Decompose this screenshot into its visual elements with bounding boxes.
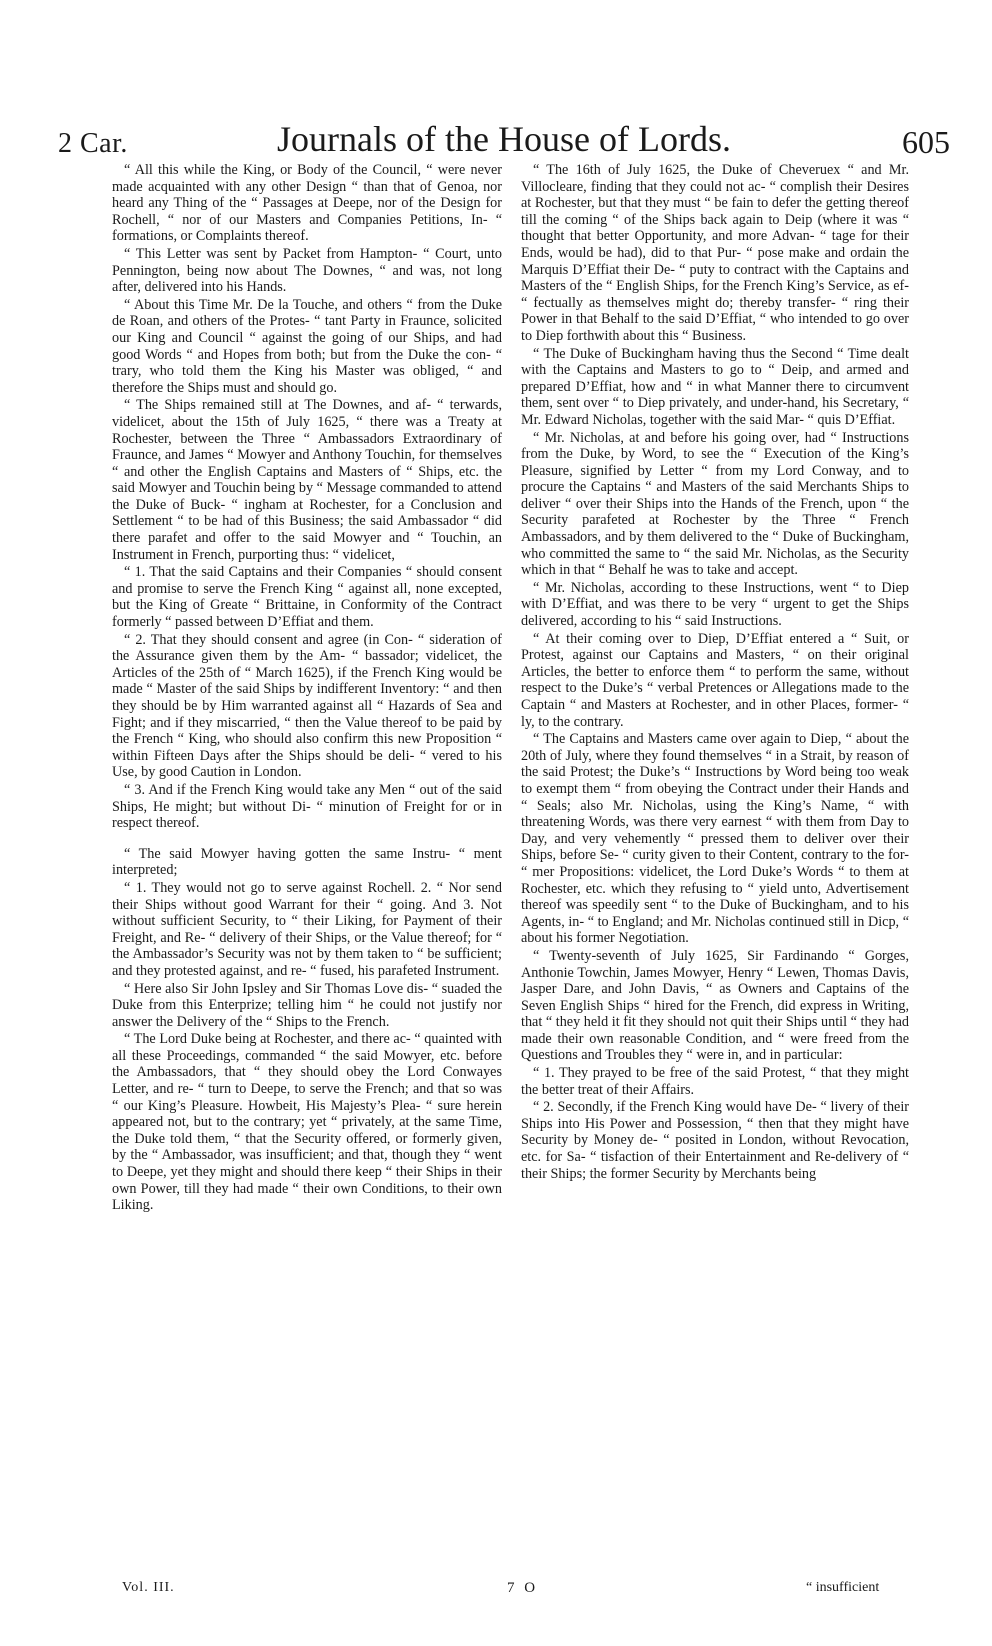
paragraph: “ The said Mowyer having gotten the same Instru- “ ment interpreted; — [112, 845, 502, 879]
paragraph: “ 1. That the said Captains and their Companies “ should consent and promise to serve the French King “ against all, none excepted, but the King of Greate “ Brittaine, in Conformity of the Contract formerly “ passed between D’Effiat and them. — [112, 564, 502, 631]
signature-mark: 7 O — [507, 1580, 539, 1596]
paragraph: “ This Letter was sent by Packet from Hampton- “ Court, unto Pennington, being now about The Downes, “ and was, not long after, delivered into his Hands. — [112, 245, 502, 296]
paragraph: “ Here also Sir John Ipsley and Sir Thomas Love dis- “ suaded the Duke from this Enterprize; telling him “ he could not justify nor answer the Delivery of the “ Ships to the French. — [112, 980, 502, 1030]
paragraph: “ 2. That they should consent and agree (in Con- “ sideration of the Assurance given them by the Am- “ bassador; videlicet, the Articles of the 25th of “ March 1625), if the French King would be made “ Master of the said Ships by indifferent Inventory: “ and then they should be by Him warranted against all “ Hazards of Sea and Fight; and if they miscarried, “ then the Value thereof to be paid by the French “ King, who should also confirm this new Proposition “ within Fifteen Days after the Ships should be deli- “ vered to his Use, by good Caution in London. — [112, 631, 502, 781]
catchword: “ insufficient — [806, 1580, 880, 1595]
right-column — [521, 162, 909, 1572]
paragraph: “ Twenty-seventh of July 1625, Sir Fardinando “ Gorges, Anthonie Towchin, James Mowyer, Henry “ Lewen, Thomas Davis, Jasper Dare, and John Davis, “ as Owners and Captains of the Seven English Ships “ hired for the French, did express in Writing, that “ they held it fit they should not quit their Ships until “ they had made their own reasonable Condition, and “ were freed from the Questions and Troubles they “ were in, and in particular: — [521, 947, 909, 1064]
running-title: Journals of the House of Lords. — [277, 119, 731, 159]
regnal-year: 2 Car. — [58, 128, 128, 159]
left-column — [112, 162, 502, 1572]
page-number: 605 — [902, 124, 950, 160]
paragraph: “ Mr. Nicholas, according to these Instructions, went “ to Diep with D’Effiat, and was there to be very “ urgent to get the Ships delivered, according to his “ said Instructions. — [521, 579, 909, 630]
paragraph: “ At their coming over to Diep, D’Effiat entered a “ Suit, or Protest, against our Captains and Masters, “ on their original Articles, the better to enforce them “ to perform the same, without respect to the Duke’s “ verbal Pretences or Allegations made to the Captain “ and Masters at Rochester, and in other Places, former- “ ly, to the contrary. — [521, 630, 909, 730]
paragraph: “ The Duke of Buckingham having thus the Second “ Time dealt with the Captains and Masters to go to “ Deip, and armed and prepared D’Effiat, how and “ in what Manner there to circumvent them, sent over “ to Diep privately, and under-hand, his Secretary, “ Mr. Edward Nicholas, together with the said Mar- “ quis D’Effiat. — [521, 345, 909, 428]
paragraph: “ Mr. Nicholas, at and before his going over, had “ Instructions from the Duke, by Word, to see the “ Execution of the King’s Pleasure, signified by Letter “ from my Lord Conway, and to procure the Captains “ and Masters of the said Merchants Ships to deliver “ over their Ships into the Hands of the French, upon “ the Security parafeted at Rochester by the Three “ French Ambassadors, and by them delivered to the “ Duke of Buckingham, who committed the same to “ the said Mr. Nicholas, as the Security which in that “ Behalf he was to take and accept. — [521, 429, 909, 579]
paragraph: “ About this Time Mr. De la Touche, and others “ from the Duke de Roan, and others of the Protes- “ tant Party in Fraunce, solicited our King and Council “ against the going of our Ships, and had good Words “ and Hopes from both; but from the Duke the con- “ trary, who told them the King his Master was obliged, “ and therefore the Ships must and should go. — [112, 296, 502, 396]
paragraph: “ The Captains and Masters came over again to Diep, “ about the 20th of July, where they found themselves “ in a Strait, by reason of the said Protest; the Duke’s “ Instructions by Word being too weak to exempt them “ from obeying the Contract under their Hands and “ Seals; also Mr. Nicholas, using the King’s Name, “ with threatening Words, was there very earnest “ with them from Day to Day, and very vehemently “ pressed them to deliver over their Ships, before Se- “ curity given to their Content, contrary to the for- “ mer Propositions: videlicet, the Lord Duke’s Words “ to them at Rochester, etc. which they refusing to “ yield unto, Advertisement thereof was speedily sent “ to the Duke of Buckingham, and to his Agents, in- “ to England; and Mr. Nicholas continued still in Dicp, “ about his former Negotiation. — [521, 731, 909, 947]
paragraph: “ The Ships remained still at The Downes, and af- “ terwards, videlicet, about the 15th of July 1625, “ there was a Treaty at Rochester, between the Three “ Ambassadors Extraordinary of Fraunce, and James “ Mowyer and Anthony Touchin, for themselves “ and other the English Captains and Masters of “ Ships, etc. the said Mowyer and Touchin being by “ Message commanded to attend the Duke of Buck- “ ingham at Rochester, for a Conclusion and Settlement “ to be had of this Business; the said Ambassador “ did there parafet and offer to the said Mowyer and “ Touchin, an Instrument in French, purporting thus: “ videlicet, — [112, 397, 502, 563]
paragraph: “ All this while the King, or Body of the Council, “ were never made acquainted with any other Design “ than that of Genoa, nor heard any Thing of the “ Passages at Deepe, nor of the Design for Rochell, “ nor of our Masters and Companies Petitions, In- “ formations, or Complaints thereof. — [112, 162, 502, 245]
paragraph: “ 1. They would not go to serve against Rochell. 2. “ Nor send their Ships without good Warrant for their “ going. And 3. Not without sufficient Security, to “ their Liking, for Payment of their Freight, and Re- “ delivery of their Ships, or the Value thereof; for “ the Ambassador’s Security was not by them taken to “ be sufficient; and they protested against, and re- “ fused, his parafeted Instrument. — [112, 879, 502, 979]
paragraph: “ 3. And if the French King would take any Men “ out of the said Ships, He might; but without Di- “ minution of Freight for or in respect thereof. — [112, 781, 502, 832]
paragraph: “ 2. Secondly, if the French King would have De- “ livery of their Ships into His Power and Possession, “ then that they might have Security by Money de- “ posited in London, without Revocation, etc. for Sa- “ tisfaction of their Entertainment and Re-delivery of “ their Ships; the former Security by Merchants being — [521, 1099, 909, 1182]
paragraph: “ The Lord Duke being at Rochester, and there ac- “ quainted with all these Proceedings, commanded “ the said Mowyer, etc. before the Ambassadors, that “ they should obey the Lord Conwayes Letter, and re- “ turn to Deepe, to serve the French; and that so was “ our King’s Pleasure. Howbeit, His Majesty’s Plea- “ sure herein appeared not, but to the contrary; yet “ privately, at the same Time, the Duke told them, “ that the Security offered, or formerly given, by the “ Ambassador, was insufficient; and that, though they “ went to Deepe, yet they might and should there keep “ their Ships in their own Power, till they had made “ their own Conditions, to their own Liking. — [112, 1031, 502, 1214]
page-header — [58, 112, 950, 162]
paragraph: “ 1. They prayed to be free of the said Protest, “ that they might the better treat of their Affairs. — [521, 1065, 909, 1098]
paragraph: “ The 16th of July 1625, the Duke of Cheveruex “ and Mr. Villocleare, finding that they could not ac- “ complish their Desires at Rochester, but that they must “ be fain to defer the getting thereof till the coming “ of the Ships back again to Deip (where it was “ thought that better Opportunity, and more Advan- “ tage for their Ends, would be had), did to that Pur- “ pose make and ordain the Marquis D’Effiat their De- “ puty to contract with the Captains and Masters of the “ English Ships, for the French King’s Service, as ef- “ fectually as themselves might do; thereby transfer- “ ring their Power in that Behalf to the said D’Effiat, “ who intended to go over to Diep forthwith about this “ Business. — [521, 162, 909, 344]
volume-label: Vol. III. — [122, 1580, 175, 1595]
